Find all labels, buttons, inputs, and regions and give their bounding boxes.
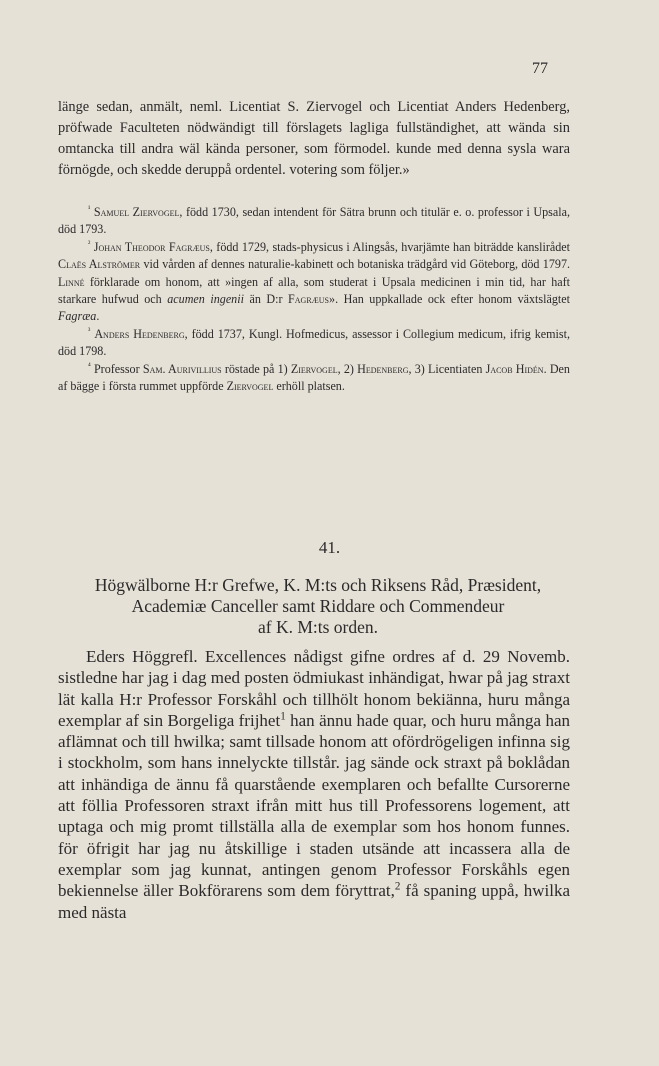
footnote-4: $^{^4}$ Professor Sam. Aurivillius röstade på 1) Ziervogel, 2) Hedenberg, 3) Licentiaten Jacob Hidén. Den af bägge i första rummet uppförde Ziervogel erhöll platsen. — [58, 360, 570, 394]
continued-paragraph: länge sedan, anmält, neml. Licentiat S. Ziervogel och Licentiat Anders Hedenberg, pröfwade Faculteten nödwändigt till förslagets lagliga fullständighet, att wända sin omtancka till andra wäl kända personer, som förmodel. kunde med denna sysla wara förnögde, och skedde deruppå ordentel. votering som följer.» — [58, 99, 570, 178]
heading-line-3: af K. M:ts orden. — [257, 617, 379, 637]
footnote-ref-1: 1 — [280, 710, 286, 723]
letter-body: Eders Höggrefl. Excellences nådigst gifne ordres af d. 29 Novemb. sistledne har jag i dag med posten ödmiukast inhändigat, hwar på jag straxt lät kalla H:r Professor Forskåhl och tillhölt honom bekiänna, huru många exemplar af sin Borgeliga frijhet$^1$ han ännu hade quar, och huru många han aflämnat och till hwilka; samt tillsade honom att ofördrögeligen infinna sig i stockholm, som hans innelyckte tillstår. jag sände ock straxt på boklådan att inhändiga de ännu få quarstående exemplaren och befallte Cursorerne att föllia Professoren straxt ifrån mitt hus till Professorens logement, att uptaga och mig promt tillställa alla de exemplar som hos honom funnes. för öfrigit har jag nu åtskillige i staden utsände att incassera alla de exemplar som jag kunnat, antingen genom Professor Forskåhls egen bekiennelse äller Bokförarens som dem föryttrat,$^2$ få spaning uppå, hwilka med nästa — [58, 647, 570, 922]
page-number: 77 — [532, 60, 548, 77]
letter-heading — [60, 575, 576, 638]
footnote-1: $^{^1}$ Samuel Ziervogel, född 1730, sedan intendent för Sätra brunn och titulär e. o. professor i Upsala, död 1793. — [58, 203, 570, 237]
heading-line-2: Academiæ Canceller samt Riddare och Commendeur — [131, 596, 505, 616]
section-number: 41. — [318, 538, 341, 557]
footnote-3: $^{^3}$ Anders Hedenberg, född 1737, Kungl. Hofmedicus, assessor i Collegium medicum, ifrig kemist, död 1798. — [58, 325, 570, 359]
footnote-ref-2: 2 — [394, 880, 401, 893]
footnote-2: $^{^2}$ Johan Theodor Fagræus, född 1729, stads-physicus i Alingsås, hvarjämte han biträdde kanslirådet Claës Alströmer vid vården af dennes naturalie-kabinett och botaniska trädgård vid Göteborg, död 1797. Linné förklarade om honom, att »ingen af alla, som studerat i Upsala medicinen i min tid, har haft starkare hufwud och acumen ingenii än D:r Fagræus». Han uppkallade ock efter honom växtslägtet Fagræa. — [58, 238, 571, 324]
heading-line-1: Högwälborne H:r Grefwe, K. M:ts och Riksens Råd, Præsident, — [94, 575, 542, 595]
footnotes — [58, 204, 570, 395]
